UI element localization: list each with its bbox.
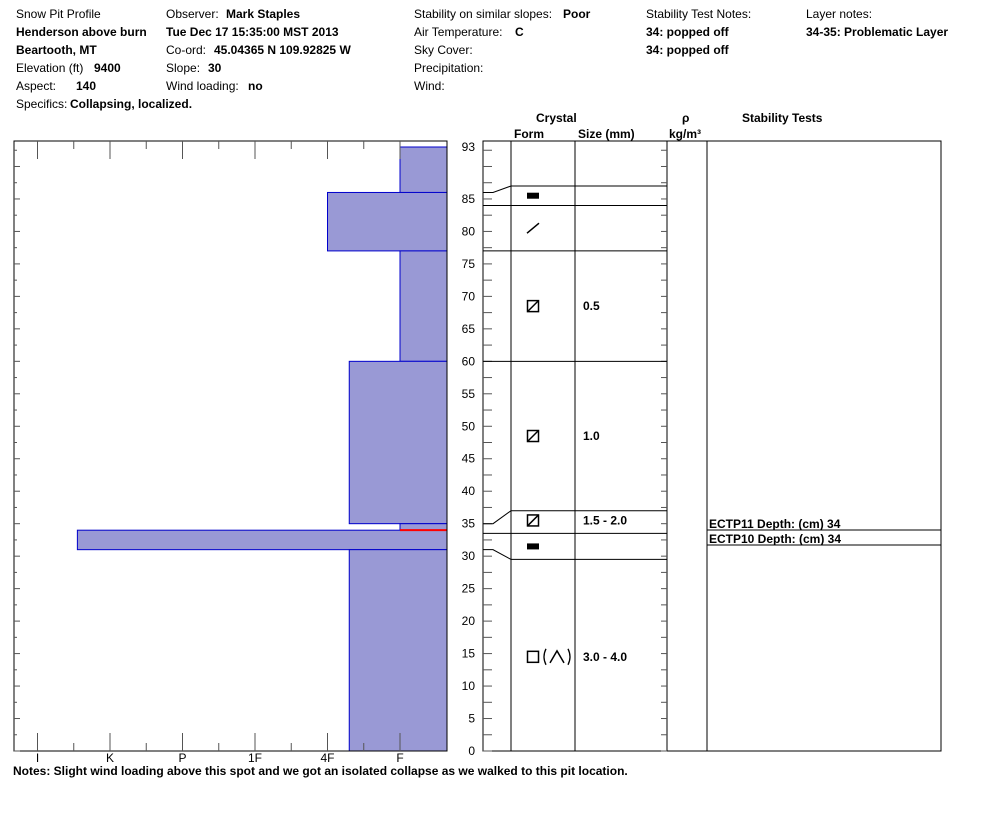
wind-label: Wind: xyxy=(414,79,445,93)
hardness-bar xyxy=(349,550,447,751)
crystal-size: 1.0 xyxy=(583,429,600,444)
range: Beartooth, MT xyxy=(16,43,97,57)
crystal-paren-right xyxy=(568,649,570,665)
hardness-tick-label: P xyxy=(178,751,187,765)
depth-label: 50 xyxy=(461,419,475,434)
sky-cover-label: Sky Cover: xyxy=(414,43,473,57)
depth-label: 65 xyxy=(461,321,475,336)
size-header: Size (mm) xyxy=(578,127,635,141)
slope-value: 30 xyxy=(208,61,222,75)
elevation-label: Elevation (ft) xyxy=(16,61,84,75)
hardness-bar xyxy=(349,361,447,523)
location: Henderson above burn xyxy=(16,25,147,39)
stability-test-result: ECTP11 Depth: (cm) 34 xyxy=(709,517,841,531)
aspect-value: 140 xyxy=(76,79,97,93)
crystal-faceted-diagonal xyxy=(528,301,538,311)
profile-title: Snow Pit Profile xyxy=(16,7,101,21)
crystal-precip-icon xyxy=(527,223,539,233)
crystal-faceted-icon xyxy=(528,651,539,662)
crystal-faceted-diagonal xyxy=(528,431,538,441)
depth-label: 45 xyxy=(461,451,475,466)
depth-label: 20 xyxy=(461,614,475,629)
stability-label: Stability on similar slopes: xyxy=(414,7,553,21)
depth-label: 5 xyxy=(468,711,475,726)
wind-loading-label: Wind loading: xyxy=(166,79,239,93)
depth-label: 55 xyxy=(461,386,475,401)
depth-label: 70 xyxy=(461,289,475,304)
layer-note: 34-35: Problematic Layer xyxy=(806,25,949,39)
crystal-paren-left xyxy=(544,649,546,665)
depth-label: 93 xyxy=(461,140,475,154)
crystal-depth-hoar-icon xyxy=(550,651,564,663)
datetime: Tue Dec 17 15:35:00 MST 2013 xyxy=(166,25,339,39)
crystal-rounded-icon xyxy=(527,193,539,199)
elevation-value: 9400 xyxy=(94,61,121,75)
specifics-value: Collapsing, localized. xyxy=(70,97,193,111)
hardness-bar xyxy=(400,251,447,361)
stability-test-note: 34: popped off xyxy=(646,25,729,39)
stability-test-result: ECTP10 Depth: (cm) 34 xyxy=(709,532,842,546)
air-temp-value: C xyxy=(515,25,524,39)
hardness-tick-label: 4F xyxy=(320,751,335,765)
observer-value: Mark Staples xyxy=(226,7,301,21)
depth-label: 85 xyxy=(461,191,475,206)
hardness-tick-label: F xyxy=(396,751,404,765)
notes: Notes: Slight wind loading above this spot and we got an isolated collapse as we walked to this pit location. xyxy=(13,764,628,778)
precipitation-label: Precipitation: xyxy=(414,61,484,75)
density-unit: kg/m³ xyxy=(669,127,702,141)
depth-label: 60 xyxy=(461,354,475,369)
depth-label: 80 xyxy=(461,224,475,239)
depth-label: 35 xyxy=(461,516,475,531)
slope-label: Slope: xyxy=(166,61,201,75)
crystal-size: 0.5 xyxy=(583,299,600,314)
coord-value: 45.04365 N 109.92825 W xyxy=(214,43,351,57)
crystal-size: 3.0 - 4.0 xyxy=(583,649,628,664)
layer-notes-title: Layer notes: xyxy=(806,7,873,21)
crystal-rounded-icon xyxy=(527,543,539,549)
aspect-label: Aspect: xyxy=(16,79,57,93)
observer-label: Observer: xyxy=(166,7,219,21)
depth-label: 75 xyxy=(461,256,475,271)
air-temp-label: Air Temperature: xyxy=(414,25,503,39)
depth-label: 40 xyxy=(461,484,475,499)
hardness-tick-label: I xyxy=(35,751,40,765)
hardness-bar xyxy=(328,192,448,250)
depth-label: 25 xyxy=(461,581,475,596)
depth-label: 0 xyxy=(468,744,475,758)
crystal-faceted-diagonal xyxy=(528,515,538,525)
depth-label: 10 xyxy=(461,679,475,694)
stability-test-notes-title: Stability Test Notes: xyxy=(646,7,752,21)
specifics-label: Specifics: xyxy=(16,97,68,111)
stability-value: Poor xyxy=(563,7,591,21)
depth-label: 30 xyxy=(461,549,475,564)
crystal-header: Crystal xyxy=(536,111,577,125)
hardness-tick-label: K xyxy=(105,751,115,765)
density-symbol: ρ xyxy=(682,111,690,125)
stability-tests-header: Stability Tests xyxy=(742,111,823,125)
depth-label: 15 xyxy=(461,646,475,661)
hardness-bar xyxy=(77,530,447,549)
stability-test-note: 34: popped off xyxy=(646,43,729,57)
hardness-bar xyxy=(400,147,447,192)
wind-loading-value: no xyxy=(248,79,263,93)
coord-label: Co-ord: xyxy=(166,43,207,57)
crystal-size: 1.5 - 2.0 xyxy=(583,513,628,528)
hardness-tick-label: 1F xyxy=(247,751,263,765)
form-header: Form xyxy=(514,127,544,141)
